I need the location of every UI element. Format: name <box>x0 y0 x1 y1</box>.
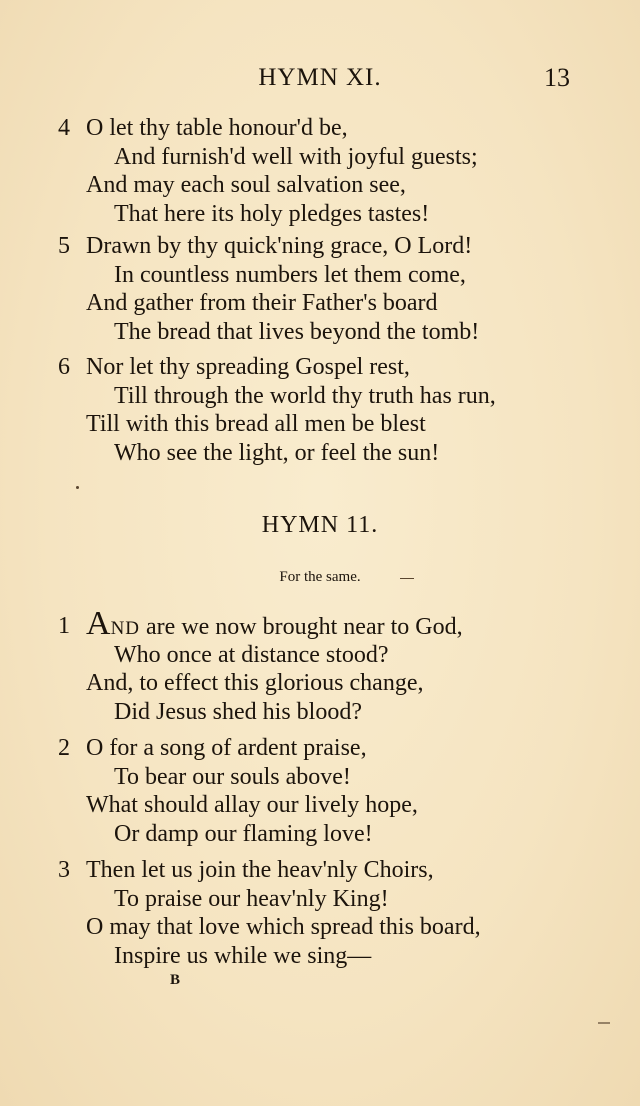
stanza-number: 5 <box>58 233 70 259</box>
verse-line: Inspire us while we sing— <box>114 942 372 969</box>
verse-line: The bread that lives beyond the tomb! <box>114 318 480 345</box>
stanza-number: 3 <box>58 857 70 883</box>
line-text: O for a song of ardent praise, <box>86 735 367 761</box>
verse-line: Who see the light, or feel the sun! <box>114 439 440 466</box>
verse-line <box>58 232 618 261</box>
verse-line: To praise our heav'nly King! <box>114 885 389 912</box>
stanza-1 <box>58 605 618 726</box>
signature-mark: B <box>170 972 181 988</box>
ink-dash <box>400 578 414 579</box>
verse-line <box>58 353 618 382</box>
line-text: Then let us join the heav'nly Choirs, <box>86 857 434 883</box>
page-number: 13 <box>544 63 570 92</box>
stanza-number: 4 <box>58 115 70 141</box>
verse-line: And furnish'd well with joyful guests; <box>114 143 478 170</box>
verse-line: What should allay our lively hope, <box>86 792 418 818</box>
stanza-2 <box>58 734 618 848</box>
stanza-4 <box>58 114 618 228</box>
verse-line: In countless numbers let them come, <box>114 261 466 288</box>
verse-line: To bear our souls above! <box>114 763 351 790</box>
verse-line: And may each soul salvation see, <box>86 172 406 198</box>
running-head <box>0 60 640 96</box>
verse-line <box>58 114 618 143</box>
verse-line <box>58 856 618 885</box>
verse-line: O may that love which spread this board, <box>86 914 481 940</box>
hymn-subtitle: For the same. <box>279 569 361 585</box>
verse-line: Who once at distance stood? <box>114 641 389 668</box>
line-text: O let thy table honour'd be, <box>86 115 348 141</box>
line-text: Nor let thy spreading Gospel rest, <box>86 354 410 380</box>
verse-line: That here its holy pledges tastes! <box>114 200 430 227</box>
stanza-number: 6 <box>58 354 70 380</box>
stanza-number: 2 <box>58 735 70 761</box>
small-caps: ND <box>110 618 141 639</box>
stanza-5 <box>58 232 618 346</box>
verse-line <box>58 734 618 763</box>
stanza-6 <box>58 353 618 467</box>
line-text: Drawn by thy quick'ning grace, O Lord! <box>86 233 473 259</box>
stanza-3 <box>58 856 618 970</box>
hymn-heading: HYMN 11. <box>261 512 379 538</box>
verse-line: Till with this bread all men be blest <box>86 411 426 437</box>
verse-line: Or damp our flaming love! <box>114 820 373 847</box>
ink-speck <box>76 486 79 489</box>
verse-line: And gather from their Father's board <box>86 290 438 316</box>
verse-line: And, to effect this glorious change, <box>86 670 424 696</box>
line-text: are we now brought near to God, <box>140 614 463 640</box>
ink-dash <box>598 1022 610 1024</box>
stanza-number: 1 <box>58 613 70 639</box>
verse-line: Till through the world thy truth has run, <box>114 382 496 409</box>
running-title: HYMN XI. <box>258 64 382 91</box>
verse-line: Did Jesus shed his blood? <box>114 698 362 725</box>
verse-line <box>58 605 618 642</box>
drop-cap: A <box>86 605 111 642</box>
